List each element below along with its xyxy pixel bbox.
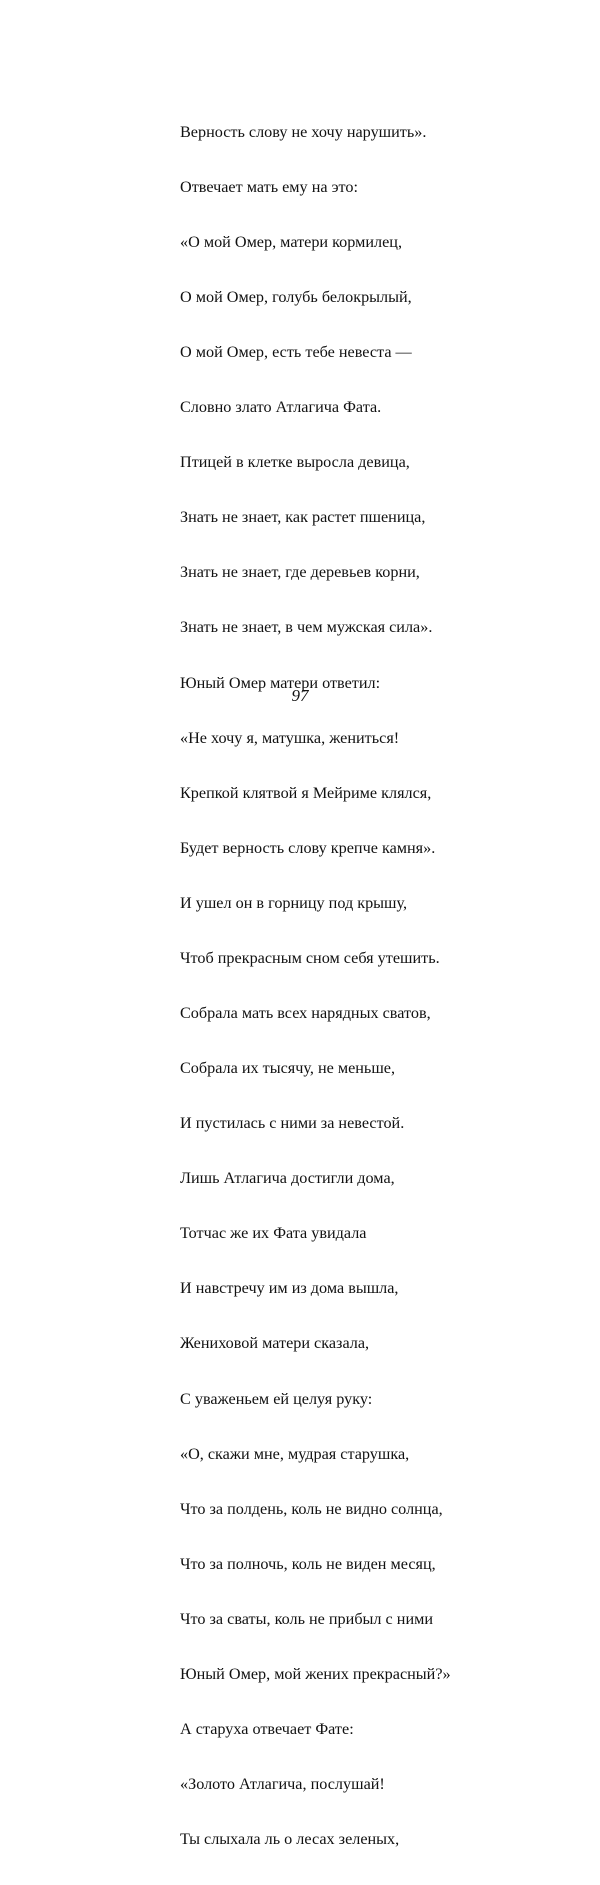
poem-line: «О, скажи мне, мудрая старушка, (180, 1444, 410, 1463)
poem-line: С уваженьем ей целуя руку: (180, 1389, 373, 1408)
poem-text (180, 86, 580, 1885)
poem-line: О мой Омер, голубь белокрылый, (180, 287, 412, 306)
page-number: 97 (291, 686, 309, 705)
poem-line: Верность слову не хочу нарушить». (180, 122, 427, 141)
poem-line: Собрала их тысячу, не меньше, (180, 1059, 396, 1078)
poem-line: Что за сваты, коль не прибыл с ними (180, 1609, 434, 1628)
poem-line: Жениховой матери сказала, (180, 1334, 370, 1353)
poem-line: Лишь Атлагича достигли дома, (180, 1169, 395, 1188)
poem-line: «Золото Атлагича, послушай! (180, 1775, 385, 1794)
poem-line: А старуха отвечает Фате: (180, 1719, 354, 1738)
poem-line: Что за полдень, коль не видно солнца, (180, 1499, 443, 1518)
poem-line: Что за полночь, коль не виден месяц, (180, 1554, 436, 1573)
poem-line: Знать не знает, где деревьев корни, (180, 563, 420, 582)
poem-line: Собрала мать всех нарядных сватов, (180, 1003, 431, 1022)
poem-line: О мой Омер, есть тебе невеста — (180, 343, 412, 362)
poem-line: «О мой Омер, матери кормилец, (180, 232, 403, 251)
poem-line: Будет верность слову крепче камня». (180, 838, 436, 857)
poem-line: Отвечает мать ему на это: (180, 177, 358, 196)
poem-line: Знать не знает, как растет пшеница, (180, 508, 426, 527)
poem-line: Чтоб прекрасным сном себя утешить. (180, 948, 440, 967)
poem-line: Юный Омер, мой жених прекрасный?» (180, 1664, 451, 1683)
poem-line: И ушел он в горницу под крышу, (180, 893, 408, 912)
poem-line: Ты слыхала ль о лесах зеленых, (180, 1830, 400, 1849)
poem-line: Тотчас же их Фата увидала (180, 1224, 367, 1243)
poem-line: И навстречу им из дома вышла, (180, 1279, 399, 1298)
poem-line: «Не хочу я, матушка, жениться! (180, 728, 400, 747)
poem-line: Знать не знает, в чем мужская сила». (180, 618, 433, 637)
poem-line: Юный Омер матери ответил: (180, 673, 381, 692)
poem-line: И пустилась с ними за невестой. (180, 1114, 405, 1133)
poem-line: Словно злато Атлагича Фата. (180, 398, 382, 417)
poem-line: Птицей в клетке выросла девица, (180, 453, 410, 472)
poem-line: Крепкой клятвой я Мейриме клялся, (180, 783, 432, 802)
